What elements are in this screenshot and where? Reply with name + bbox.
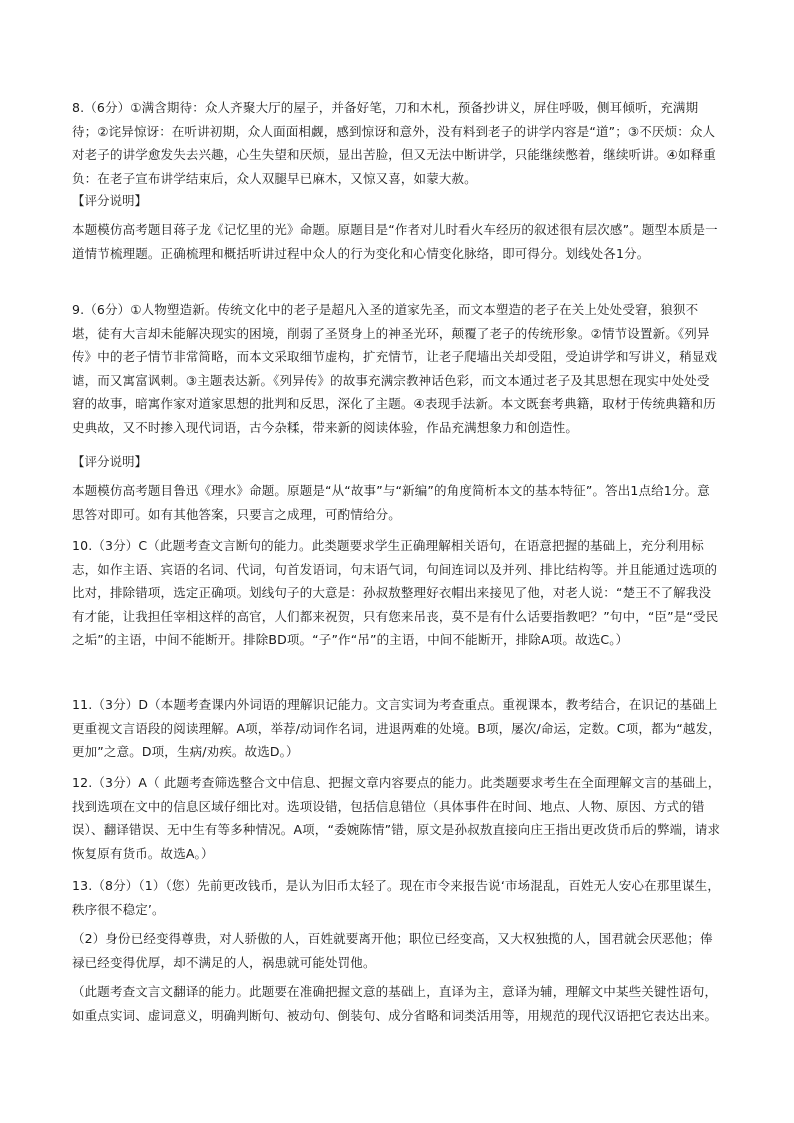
section-heading-scoring-2: 【评分说明】: [72, 454, 148, 469]
scoring-note-q8: 本题模仿高考题目蒋子龙《记忆里的光》命题。原题目是“作者对儿时看火车经历的叙述很有层次感”。题型本质是一道情节梳理题。正确梳理和概括听讲过程中众人的行为变化和心情变化脉络，即可得分。划线处各1分。: [72, 222, 718, 261]
answer-q11: 11.（3分）D（本题考查课内外词语的理解识记能力。文言实词为考查重点。重视课本，教考结合，在识记的基础上更重视文言语段的阅读理解。A项，举荐/动词作名词，进退两难的处境。B项，屡次/命运，定数。C项，都为“越发，更加”之意。D项，生病/劝疾。故选D。）: [72, 697, 721, 759]
answer-q13-note: （此题考查文言文翻译的能力。此题要在准确把握文意的基础上，直译为主，意译为辅，理解文中某些关键性语句，如重点实词、虚词意义，明确判断句、被动句、倒装句、成分省略和词类活用等，用规范的现代汉语把它表达出来。: [72, 984, 718, 1023]
answer-q8: 8.（6分）①满含期待：众人齐聚大厅的屋子，并备好笔，刀和木札，预备抄讲义，屏住呼吸，侧耳倾听，充满期待；②诧异惊讶：在听讲初期，众人面面相觑，感到惊讶和意外，没有料到老子的讲学内容是“道”；③不厌烦：众人对老子的讲学愈发失去兴趣，心生失望和厌烦，显出苦脸，但又无法中断讲学，只能继续憋着，继续听讲。④如释重负：在老子宣布讲学结束后，众人双腿早已麻木，又惊又喜，如蒙大赦。: [72, 100, 716, 186]
answer-q12: 12.（3分）A（ 此题考查筛选整合文中信息、把握文章内容要点的能力。此类题要求考生在全面理解文言的基础上，找到选项在文中的信息区域仔细比对。选项设错，包括信息错位（具体事件在时间、地点、人物、原因、方式的错误）、翻译错误、无中生有等多种情况。A项，“委婉陈情”错，原文是孙叔敖直接向庄王指出更改货币后的弊端，请求恢复原有货币。故选A。）: [72, 775, 721, 861]
scoring-note-q9: 本题模仿高考题目鲁迅《理水》命题。原题是“从“故事”与“新编”的角度简析本文的基本特征”。答出1点给1分。意思答对即可。如有其他答案，只要言之成理，可酌情给分。: [72, 483, 710, 522]
answer-q13-part1: 13.（8分）（1）（您）先前更改钱币，是认为旧币太轻了。现在市令来报告说‘市场混乱，百姓无人安心在那里谋生，秩序很不稳定’。: [72, 878, 721, 917]
answer-q9: 9.（6分）①人物塑造新。传统文化中的老子是超凡入圣的道家先圣，而文本塑造的老子在关上处处受窘，狼狈不堪，徒有大言却未能解决现实的困境，削弱了圣贤身上的神圣光环，颠覆了老子的传统形象。②情节设置新。《列异传》中的老子情节非常简略，而本文采取细节虚构，扩充情节，让老子爬墙出关却受阻，受迫讲学和写讲义，稍显戏谑，而又寓富讽刺。③主题表达新。《列异传》的故事充满宗教神话色彩，而文本通过老子及其思想在现实中处处受窘的故事，暗寓作家对道家思想的批判和反思，深化了主题。④表现手法新。本文既套考典籍，取材于传统典籍和历史典故，又不时掺入现代词语，古今杂糅，带来新的阅读体验，作品充满想象力和创造性。: [72, 302, 718, 435]
section-heading-scoring-1: 【评分说明】: [72, 193, 148, 208]
answer-q10: 10.（3分）C（此题考查文言断句的能力。此类题要求学生正确理解相关语句，在语意把握的基础上，充分利用标志，如作主语、宾语的名词、代词，句首发语词，句末语气词，句间连词以及并列、排比结构等。并且能通过选项的比对，排除错项，选定正确项。划线句子的大意是：孙叔敖整理好衣帽出来接见了他，对老人说：“楚王不了解我没有才能，让我担任宰相这样的高官，人们都来祝贺，只有您来吊丧，莫不是有什么话要指教吧？”句中，“臣”是“受民之垢”的主语，中间不能断开。排除BD项。“子”作“吊”的主语，中间不能断开，排除A项。故选C。）: [72, 538, 719, 647]
answer-q13-part2: （2）身份已经变得尊贵，对人骄傲的人，百姓就要离开他；职位已经变高，又大权独揽的人，国君就会厌恶他；俸禄已经变得优厚，却不满足的人，祸患就可能处罚他。: [72, 931, 713, 970]
